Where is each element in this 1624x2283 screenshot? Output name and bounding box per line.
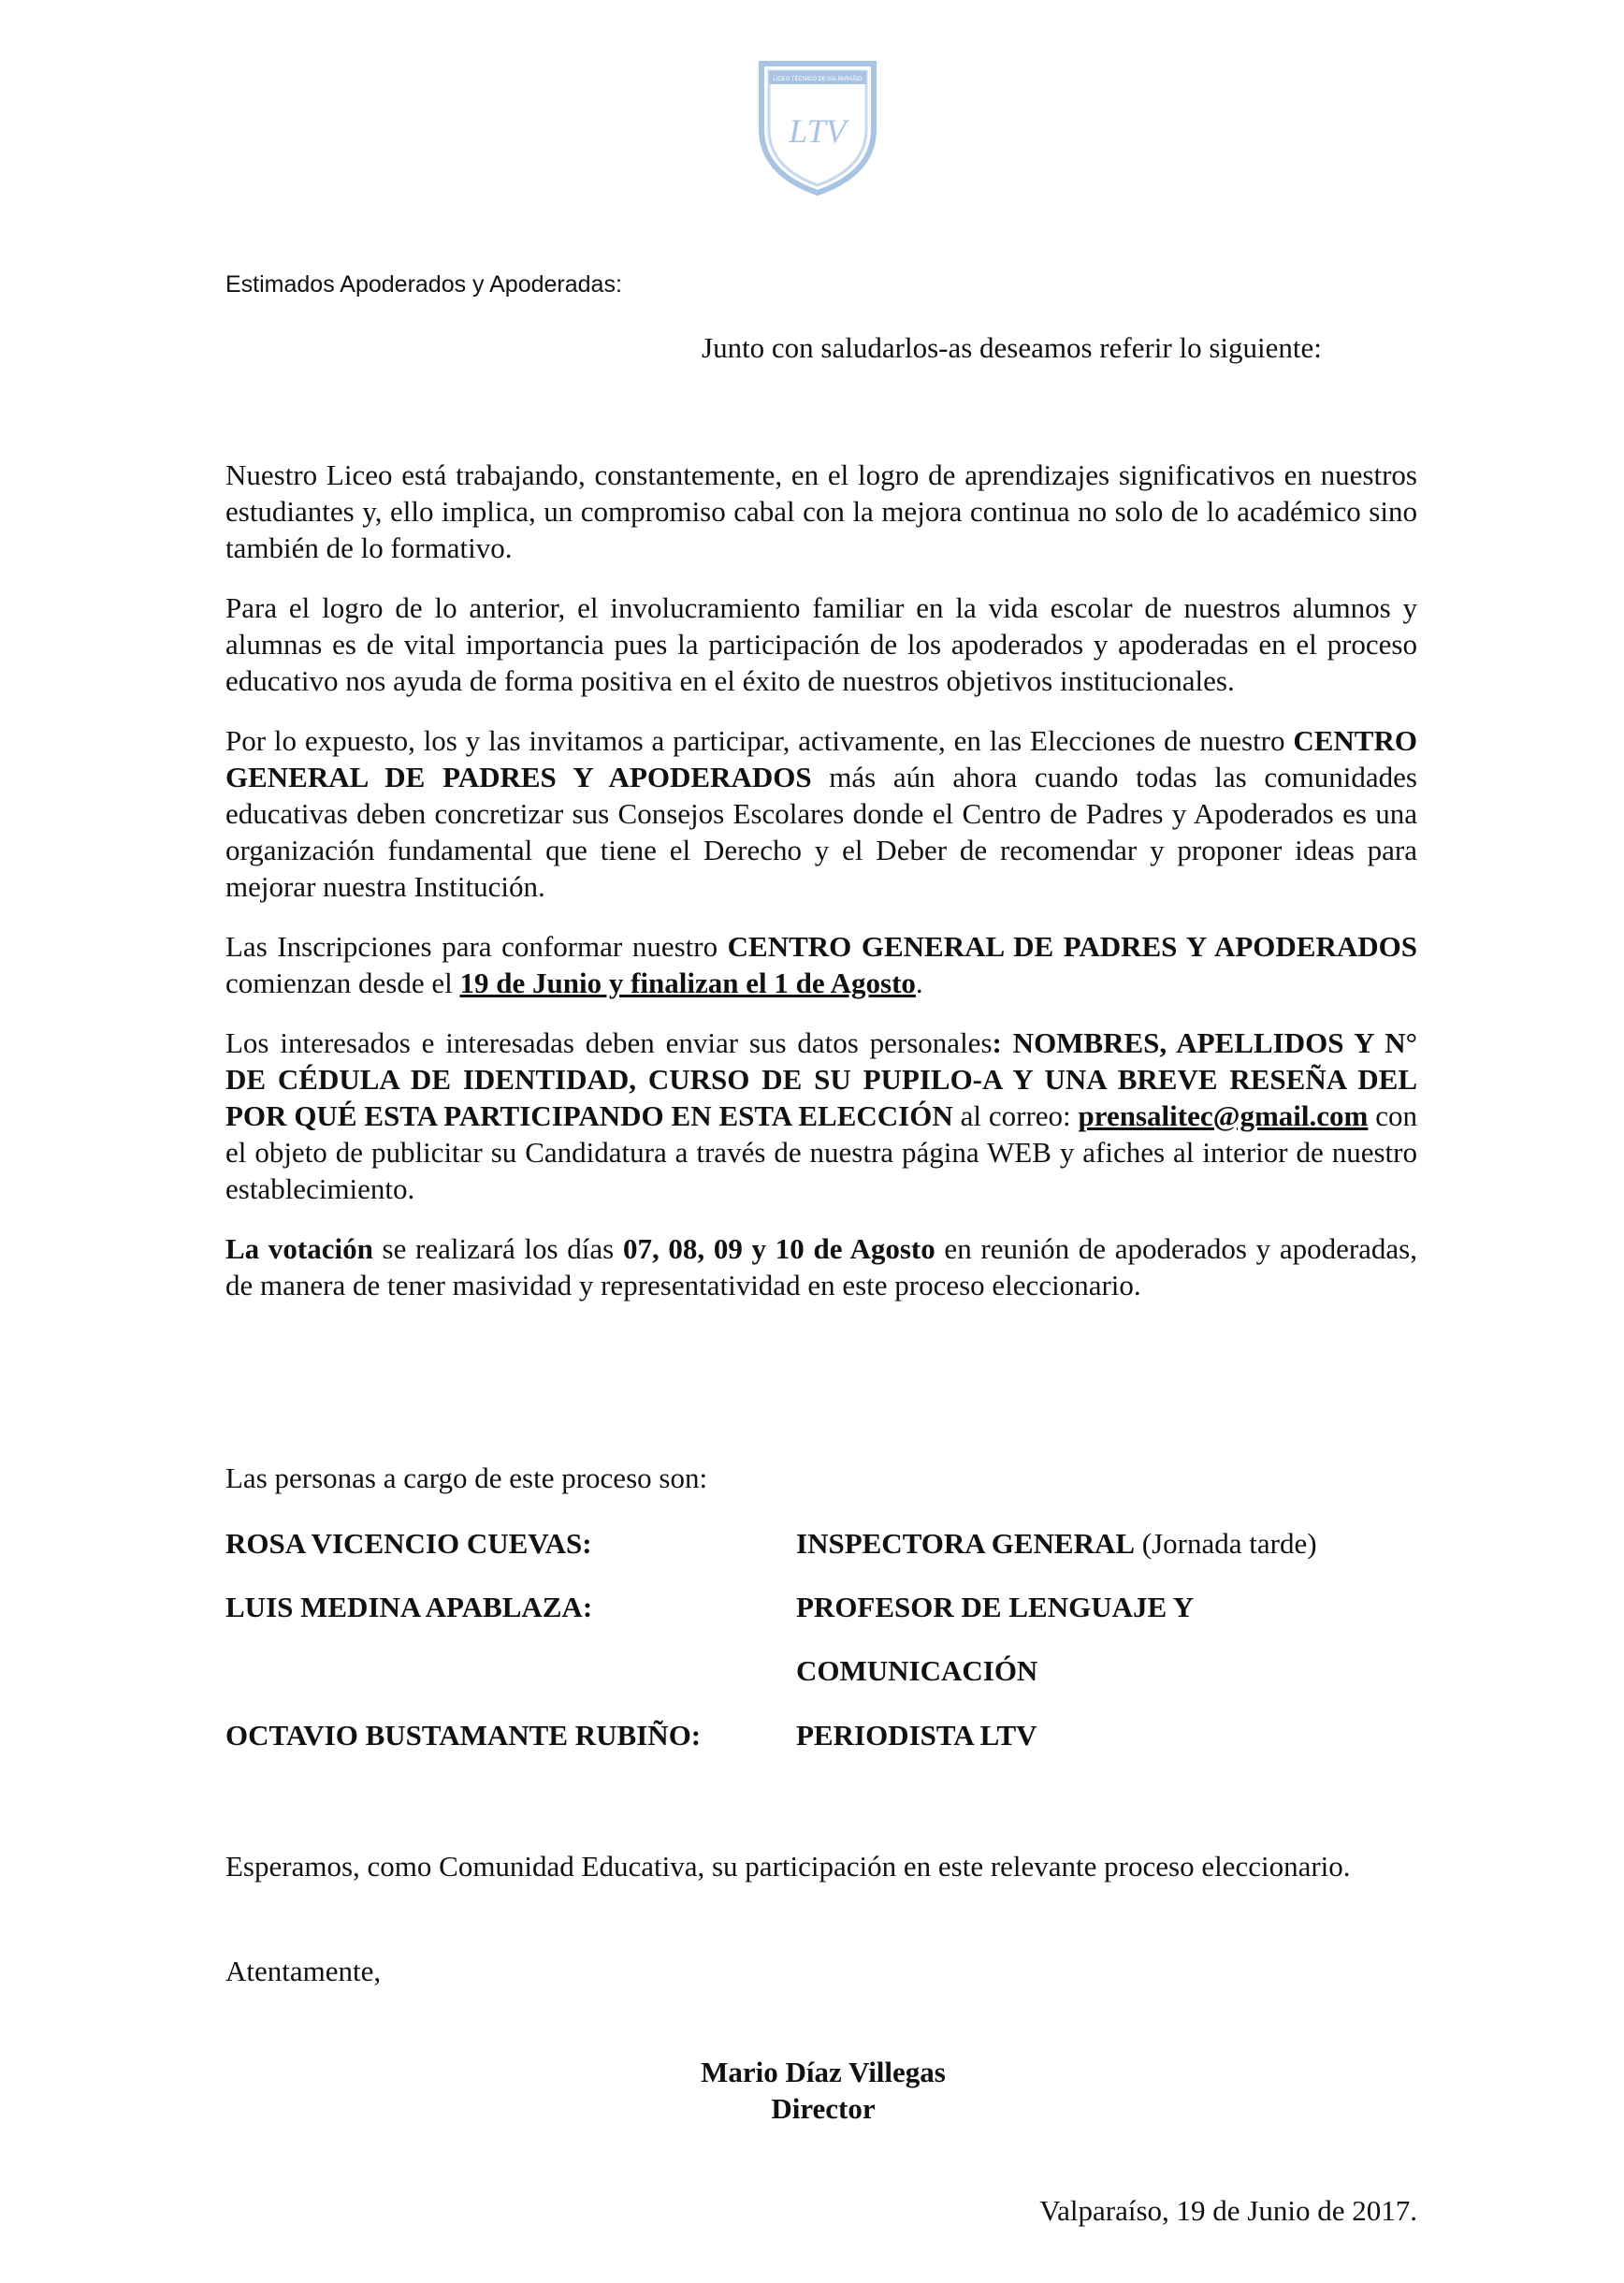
- p4-bold-org: CENTRO GENERAL DE PADRES Y APODERADOS: [727, 930, 1417, 963]
- role-title: COMUNICACIÓN: [796, 1654, 1038, 1687]
- role-title: INSPECTORA GENERAL: [796, 1527, 1136, 1560]
- p3-bold-org: CENTRO GENERAL DE PADRES Y APODERADOS: [225, 724, 1417, 793]
- crest-banner-text: LICEO TÉCNICO DE VALPARAÍSO: [773, 77, 863, 82]
- p5-text-c: al correo:: [952, 1099, 1079, 1132]
- farewell: Atentamente,: [225, 1955, 382, 1987]
- paragraph-3: [225, 722, 1417, 905]
- persons-title: Las personas a cargo de este proceso son:: [225, 1461, 708, 1494]
- signer-title: Director: [771, 2092, 876, 2125]
- p6-text-b: se realizará los días: [372, 1232, 623, 1265]
- greeting: Estimados Apoderados y Apoderadas:: [225, 271, 622, 298]
- closing-paragraph: Esperamos, como Comunidad Educativa, su participación en este relevante proceso eleccionario.: [225, 1850, 1351, 1883]
- email-link[interactable]: prensalitec@gmail.com: [1078, 1099, 1369, 1132]
- person-role: [796, 1525, 1317, 1562]
- p3-text-c: más aún ahora cuando todas las comunidades educativas deben concretizar sus Consejos Escolares donde el Centro de Padres y Apoderados es una organización fundamental que tiene el Derecho y el Deber de recomendar y proponer ideas para mejorar nuestra Institución.: [225, 761, 1417, 903]
- intro-line: Junto con saludarlos-as deseamos referir lo siguiente:: [702, 331, 1322, 364]
- signer-name: Mario Díaz Villegas: [701, 2056, 946, 2088]
- p6-text-d: en reunión de apoderados y apoderadas, de manera de tener masividad y representatividad en este proceso eleccionario.: [225, 1232, 1417, 1301]
- person-role: [796, 1717, 1037, 1753]
- p4-text-e: .: [915, 967, 923, 999]
- role-title: PROFESOR DE LENGUAJE Y: [796, 1591, 1195, 1623]
- person-name: ROSA VICENCIO CUEVAS:: [225, 1527, 592, 1560]
- crest-monogram: LTV: [789, 112, 847, 150]
- role-note: (Jornada tarde): [1135, 1527, 1317, 1560]
- paragraph-1: Nuestro Liceo está trabajando, constantemente, en el logro de aprendizajes significativos en nuestros estudiantes y, ello implica, un compromiso cabal con la mejora continua no solo de lo académico sino también de lo formativo.: [225, 458, 1417, 564]
- person-role: [796, 1589, 1194, 1625]
- person-name: LUIS MEDINA APABLAZA:: [225, 1591, 593, 1623]
- p4-dates: 19 de Junio y finalizan el 1 de Agosto: [459, 967, 916, 999]
- letter-date: Valparaíso, 19 de Junio de 2017.: [1039, 2194, 1417, 2227]
- person-name: OCTAVIO BUSTAMANTE RUBIÑO:: [225, 1719, 702, 1752]
- p6-vote-dates: 07, 08, 09 y 10 de Agosto: [622, 1232, 935, 1265]
- paragraph-6: [225, 1230, 1417, 1303]
- p4-text-a: Las Inscripciones para conformar nuestro: [225, 930, 728, 963]
- p5-text-a: Los interesados e interesadas deben enviar sus datos personales: [225, 1026, 993, 1059]
- p5-text-d: con el objeto de publicitar su Candidatura a través de nuestra página WEB y afiches al interior de nuestro establecimiento.: [225, 1099, 1417, 1205]
- paragraph-2: Para el logro de lo anterior, el involucramiento familiar en la vida escolar de nuestros alumnos y alumnas es de vital importancia pues la participación de los apoderados y apoderadas en el proceso educativo nos ayuda de forma positiva en el éxito de nuestros objetivos institucionales.: [225, 591, 1417, 697]
- p5-requirements: : NOMBRES, APELLIDOS Y N° DE CÉDULA DE IDENTIDAD, CURSO DE SU PUPILO-A Y UNA BREVE RESEÑA DEL POR QUÉ ESTA PARTICIPANDO EN ESTA ELECCIÓN: [225, 1026, 1417, 1132]
- p6-bold-vote: La votación: [225, 1232, 373, 1265]
- paragraph-4: [225, 928, 1417, 1001]
- role-title: PERIODISTA LTV: [796, 1719, 1037, 1752]
- signature-block: [599, 2054, 1048, 2127]
- paragraph-5: [225, 1025, 1417, 1207]
- person-role-continued: [796, 1652, 1037, 1689]
- p4-text-c: comienzan desde el: [225, 967, 460, 999]
- p3-text-a: Por lo expuesto, los y las invitamos a participar, activamente, en las Elecciones de nuestro: [225, 724, 1294, 757]
- school-crest-logo: [754, 56, 881, 196]
- letter-body: [225, 457, 1417, 1327]
